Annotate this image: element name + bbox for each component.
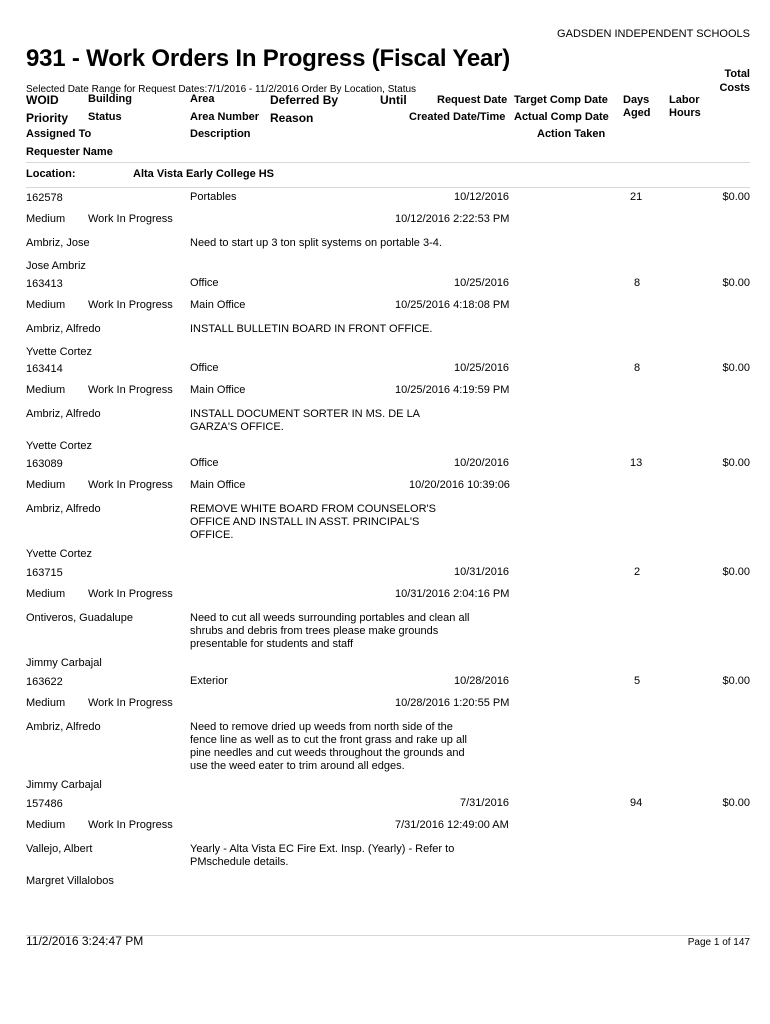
priority: Medium bbox=[26, 299, 66, 311]
request-date: 10/31/2016 bbox=[454, 566, 510, 578]
area-number: Main Office bbox=[190, 479, 246, 491]
woid: 163715 bbox=[26, 567, 63, 579]
total-cost: $0.00 bbox=[722, 675, 750, 687]
col-area-number: Area Number bbox=[190, 111, 260, 123]
total-cost: $0.00 bbox=[722, 277, 750, 289]
description: INSTALL BULLETIN BOARD IN FRONT OFFICE. bbox=[190, 323, 433, 335]
col-until: Until bbox=[380, 93, 407, 107]
priority: Medium bbox=[26, 479, 66, 491]
priority: Medium bbox=[26, 697, 66, 709]
description: Need to cut all weeds surrounding portables and clean all shrubs and debris from trees please make grounds presentable for students and staff bbox=[190, 612, 470, 650]
requester-name: Jimmy Carbajal bbox=[26, 657, 102, 669]
total-cost: $0.00 bbox=[722, 457, 750, 469]
description: REMOVE WHITE BOARD FROM COUNSELOR'S OFFICE AND INSTALL IN ASST. PRINCIPAL'S OFFICE. bbox=[190, 503, 436, 541]
request-date: 10/25/2016 bbox=[454, 277, 510, 289]
status: Work In Progress bbox=[88, 479, 173, 491]
col-aged: Aged bbox=[623, 107, 651, 119]
woid: 163089 bbox=[26, 458, 63, 470]
col-request-date: Request Date bbox=[437, 94, 508, 106]
area: Office bbox=[190, 362, 219, 374]
col-actual-comp-date: Actual Comp Date bbox=[514, 111, 609, 123]
requester-name: Jimmy Carbajal bbox=[26, 779, 102, 791]
assigned-to: Ambriz, Alfredo bbox=[26, 503, 101, 515]
col-assigned-to: Assigned To bbox=[26, 128, 92, 140]
requester-name: Margret Villalobos bbox=[26, 875, 114, 887]
description: Need to start up 3 ton split systems on portable 3-4. bbox=[190, 237, 442, 249]
status: Work In Progress bbox=[88, 697, 173, 709]
area: Exterior bbox=[190, 675, 228, 687]
days-aged: 8 bbox=[634, 277, 641, 289]
assigned-to: Ontiveros, Guadalupe bbox=[26, 612, 134, 624]
priority: Medium bbox=[26, 384, 66, 396]
assigned-to: Ambriz, Alfredo bbox=[26, 323, 101, 335]
woid: 162578 bbox=[26, 192, 63, 204]
col-action-taken: Action Taken bbox=[537, 128, 606, 140]
status: Work In Progress bbox=[88, 299, 173, 311]
location-divider bbox=[26, 187, 750, 188]
assigned-to: Vallejo, Albert bbox=[26, 843, 93, 855]
area-number: Main Office bbox=[190, 299, 246, 311]
col-created: Created Date/Time bbox=[409, 111, 506, 123]
days-aged: 94 bbox=[630, 797, 643, 809]
location-label: Location: bbox=[26, 168, 76, 180]
col-hours: Hours bbox=[669, 107, 701, 119]
col-total: Total bbox=[724, 68, 750, 80]
area-number: Main Office bbox=[190, 384, 246, 396]
col-deferred-by: Deferred By bbox=[270, 93, 339, 107]
created-datetime: 7/31/2016 12:49:00 AM bbox=[395, 819, 509, 831]
organization-name: GADSDEN INDEPENDENT SCHOOLS bbox=[557, 28, 750, 40]
status: Work In Progress bbox=[88, 819, 173, 831]
created-datetime: 10/12/2016 2:22:53 PM bbox=[395, 213, 510, 225]
days-aged: 2 bbox=[634, 566, 641, 578]
location-name: Alta Vista Early College HS bbox=[133, 168, 275, 180]
created-datetime: 10/28/2016 1:20:55 PM bbox=[395, 697, 510, 709]
total-cost: $0.00 bbox=[722, 191, 750, 203]
page-title: 931 - Work Orders In Progress (Fiscal Year) bbox=[26, 45, 511, 72]
description: INSTALL DOCUMENT SORTER IN MS. DE LA GARZA'S OFFICE. bbox=[190, 408, 420, 433]
status: Work In Progress bbox=[88, 213, 173, 225]
total-cost: $0.00 bbox=[722, 362, 750, 374]
col-requester-name: Requester Name bbox=[26, 146, 113, 158]
days-aged: 8 bbox=[634, 362, 641, 374]
woid: 163414 bbox=[26, 363, 63, 375]
col-target-comp-date: Target Comp Date bbox=[514, 94, 608, 106]
created-datetime: 10/31/2016 2:04:16 PM bbox=[395, 588, 510, 600]
days-aged: 21 bbox=[630, 191, 643, 203]
col-labor: Labor bbox=[669, 94, 700, 106]
status: Work In Progress bbox=[88, 384, 173, 396]
area: Office bbox=[190, 277, 219, 289]
description: Need to remove dried up weeds from north side of the fence line as well as to cut the front grass and rake up all pine needles and cut weeds throughout the grounds and use the weed eater to trim around all edges. bbox=[190, 721, 467, 772]
request-date: 10/25/2016 bbox=[454, 362, 510, 374]
requester-name: Yvette Cortez bbox=[26, 440, 93, 452]
col-woid: WOID bbox=[26, 93, 59, 107]
status: Work In Progress bbox=[88, 588, 173, 600]
assigned-to: Ambriz, Alfredo bbox=[26, 408, 101, 420]
col-reason: Reason bbox=[270, 111, 314, 125]
days-aged: 13 bbox=[630, 457, 643, 469]
created-datetime: 10/25/2016 4:19:59 PM bbox=[395, 384, 510, 396]
date-range-note: Selected Date Range for Request Dates:7/1/2016 - 11/2/2016 Order By Location, Status bbox=[26, 84, 417, 95]
header-divider bbox=[26, 162, 750, 163]
col-priority: Priority bbox=[26, 111, 69, 125]
priority: Medium bbox=[26, 588, 66, 600]
total-cost: $0.00 bbox=[722, 797, 750, 809]
request-date: 10/12/2016 bbox=[454, 191, 510, 203]
requester-name: Jose Ambriz bbox=[26, 260, 86, 272]
col-costs: Costs bbox=[719, 82, 750, 94]
request-date: 10/28/2016 bbox=[454, 675, 510, 687]
col-status: Status bbox=[88, 111, 122, 123]
area: Portables bbox=[190, 191, 237, 203]
request-date: 10/20/2016 bbox=[454, 457, 510, 469]
priority: Medium bbox=[26, 213, 66, 225]
request-date: 7/31/2016 bbox=[460, 797, 509, 809]
woid: 157486 bbox=[26, 798, 63, 810]
created-datetime: 10/25/2016 4:18:08 PM bbox=[395, 299, 510, 311]
created-datetime: 10/20/2016 10:39:06 bbox=[409, 479, 510, 491]
area: Office bbox=[190, 457, 219, 469]
requester-name: Yvette Cortez bbox=[26, 548, 93, 560]
priority: Medium bbox=[26, 819, 66, 831]
print-timestamp: 11/2/2016 3:24:47 PM bbox=[26, 934, 144, 948]
page-number: Page 1 of 147 bbox=[687, 937, 750, 948]
days-aged: 5 bbox=[634, 675, 641, 687]
col-days: Days bbox=[623, 94, 650, 106]
assigned-to: Ambriz, Jose bbox=[26, 237, 90, 249]
description: Yearly - Alta Vista EC Fire Ext. Insp. (Yearly) - Refer to PMschedule details. bbox=[190, 843, 455, 868]
woid: 163413 bbox=[26, 278, 63, 290]
assigned-to: Ambriz, Alfredo bbox=[26, 721, 101, 733]
woid: 163622 bbox=[26, 676, 63, 688]
col-description: Description bbox=[190, 128, 251, 140]
requester-name: Yvette Cortez bbox=[26, 346, 93, 358]
col-building: Building bbox=[88, 93, 132, 105]
col-area: Area bbox=[190, 93, 215, 105]
total-cost: $0.00 bbox=[722, 566, 750, 578]
